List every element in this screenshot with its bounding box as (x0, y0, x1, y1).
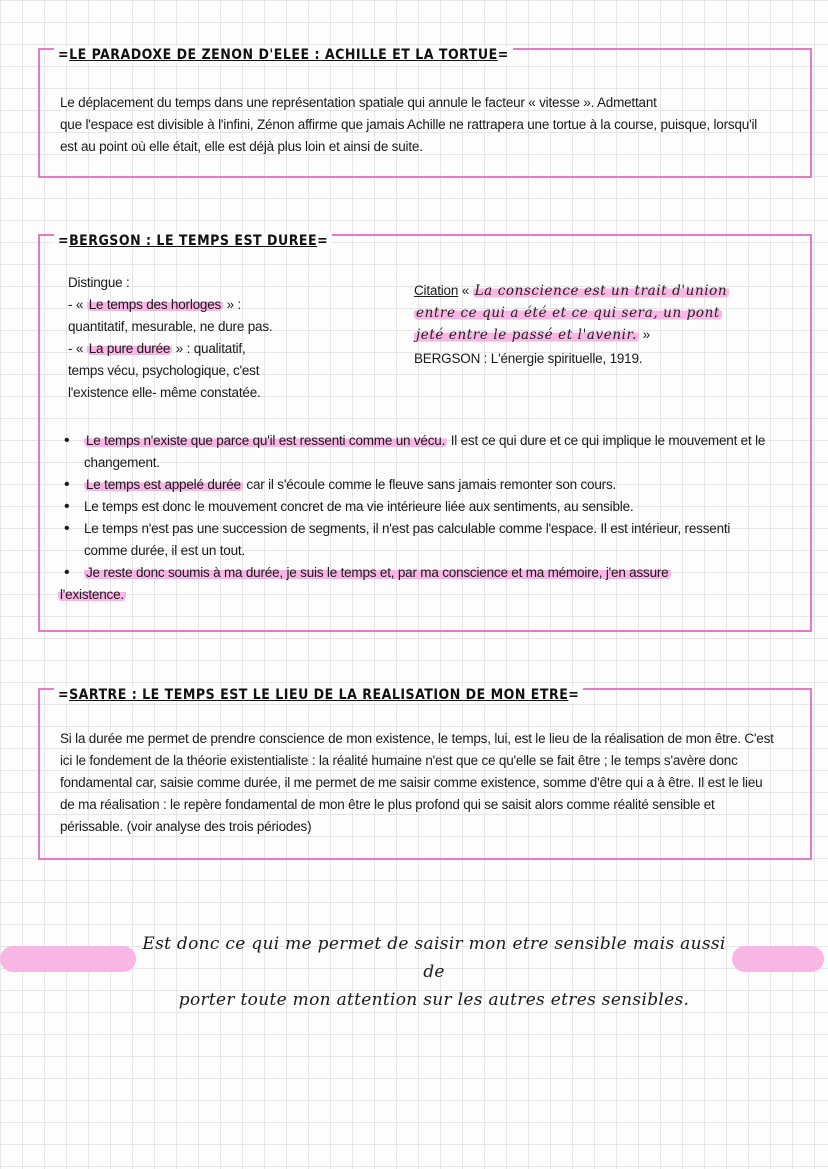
distingue-item-2 (68, 338, 388, 360)
citation-quote-line-3: jeté entre le passé et l'avenir. (416, 327, 638, 343)
citation-quote-line-1: La conscience est un trait d'union (474, 283, 728, 299)
title-dash-left: = (58, 687, 70, 703)
list-item (60, 562, 800, 584)
distingue-item-2-desc-2: l'existence elle- même constatée. (68, 385, 261, 400)
title-dash-left: = (58, 47, 70, 63)
list-item (60, 496, 800, 518)
text-line: ici le fondement de la théorie existentialiste : la réalité humaine n'est que ce qu'elle se fait être ; le temps s'avère donc (60, 753, 738, 768)
list-item (60, 518, 800, 562)
decorative-pill-right (732, 946, 824, 972)
decorative-pill-left (0, 946, 136, 972)
quote-open: « (458, 283, 473, 298)
citation-quote-line-2: entre ce qui a été et ce qui sera, un pont (416, 305, 720, 321)
distingue-item-2-desc-1: temps vécu, psychologique, c'est (68, 363, 260, 378)
conclusion-text (140, 930, 728, 1014)
bullet-4-line-2: comme durée, il est un tout. (84, 543, 245, 558)
bullet-list (60, 430, 800, 584)
section-bergson-title-text: BERGSON : LE TEMPS EST DUREE (69, 233, 318, 249)
text-line: périssable. (voir analyse des trois périodes) (60, 819, 312, 834)
quote-close: » (639, 327, 650, 342)
section-zenon-text (60, 92, 800, 158)
bullet-4-text: Le temps n'est pas une succession de segments, il n'est pas calculable comme l'espace. Il est intérieur, ressenti (84, 521, 731, 536)
section-zenon-title (54, 47, 513, 63)
highlight-bullet-1: Le temps n'existe que parce qu'il est ressenti comme un vécu. (86, 433, 446, 448)
quote-open: - « (68, 297, 87, 312)
highlight-pure-duree: La pure durée (88, 341, 171, 356)
highlight-bullet-5: Je reste donc soumis à ma durée, je suis le temps et, par ma conscience et ma mémoire, j'en assure (86, 565, 669, 580)
citation-source: BERGSON : L'énergie spirituelle, 1919. (414, 351, 643, 366)
bergson-bullets (60, 430, 800, 606)
title-dash-right: = (568, 687, 580, 703)
quote-close: » : (223, 297, 242, 312)
citation-block (414, 280, 774, 370)
title-dash-right: = (317, 233, 329, 249)
highlight-temps-horloges: Le temps des horloges (88, 297, 222, 312)
text-line: Si la durée me permet de prendre conscience de mon existence, le temps, lui, est le lieu de la réalisation de mon être. C'est (60, 731, 774, 746)
section-zenon-title-text: LE PARADOXE DE ZENON D'ELEE : ACHILLE ET LA TORTUE (69, 47, 498, 63)
bullet-5-line-2 (58, 584, 800, 606)
section-sartre-text (60, 728, 800, 838)
bullet-2-text: car il s'écoule comme le fleuve sans jamais remonter son cours. (242, 477, 617, 492)
conclusion-line-2: porter toute mon attention sur les autres etres sensibles. (178, 990, 690, 1010)
citation-line-1 (414, 280, 774, 302)
highlight-bullet-5-line-2: l'existence. (60, 587, 124, 602)
quote-close: » : qualitatif, (172, 341, 246, 356)
section-sartre-title-text: SARTRE : LE TEMPS EST LE LIEU DE LA REALISATION DE MON ETRE (69, 687, 569, 703)
text-line: de ma réalisation : le repère fondamental de mon être le plus profond qui se saisit alors comme réalité sensible et (60, 797, 715, 812)
distingue-item-1-desc: quantitatif, mesurable, ne dure pas. (68, 319, 273, 334)
text-line: Le déplacement du temps dans une représentation spatiale qui annule le facteur « vitesse ». Admettant (60, 95, 657, 110)
list-item (60, 430, 800, 474)
distingue-intro: Distingue : (68, 275, 130, 290)
text-line: est au point où elle était, elle est déjà plus loin et ainsi de suite. (60, 139, 423, 154)
bullet-1-text: Il est ce qui dure et ce qui implique le mouvement et le (447, 433, 766, 448)
bullet-1-line-2: changement. (84, 455, 160, 470)
distingue-item-1 (68, 294, 388, 316)
highlight-bullet-2: Le temps est appelé durée (86, 477, 241, 492)
title-dash-left: = (58, 233, 70, 249)
text-line: que l'espace est divisible à l'infini, Zénon affirme que jamais Achille ne rattrapera une tortue à la course, puisque, lorsqu'il (60, 117, 758, 132)
bullet-3-text: Le temps est donc le mouvement concret de ma vie intérieure liée aux sentiments, au sensible. (84, 499, 634, 514)
section-sartre-title (54, 687, 583, 703)
conclusion-line-1: Est donc ce qui me permet de saisir mon etre sensible mais aussi de (142, 934, 726, 982)
citation-line-3 (414, 324, 774, 346)
section-bergson-title (54, 233, 332, 249)
citation-line-2 (414, 302, 774, 324)
text-line: fondamental car, saisie comme durée, il me permet de me saisir comme existence, somme d'être qui a à être. Il est le lieu (60, 775, 763, 790)
quote-open: - « (68, 341, 87, 356)
citation-label: Citation (414, 283, 459, 298)
distingue-block (68, 272, 388, 404)
list-item (60, 474, 800, 496)
title-dash-right: = (497, 47, 509, 63)
